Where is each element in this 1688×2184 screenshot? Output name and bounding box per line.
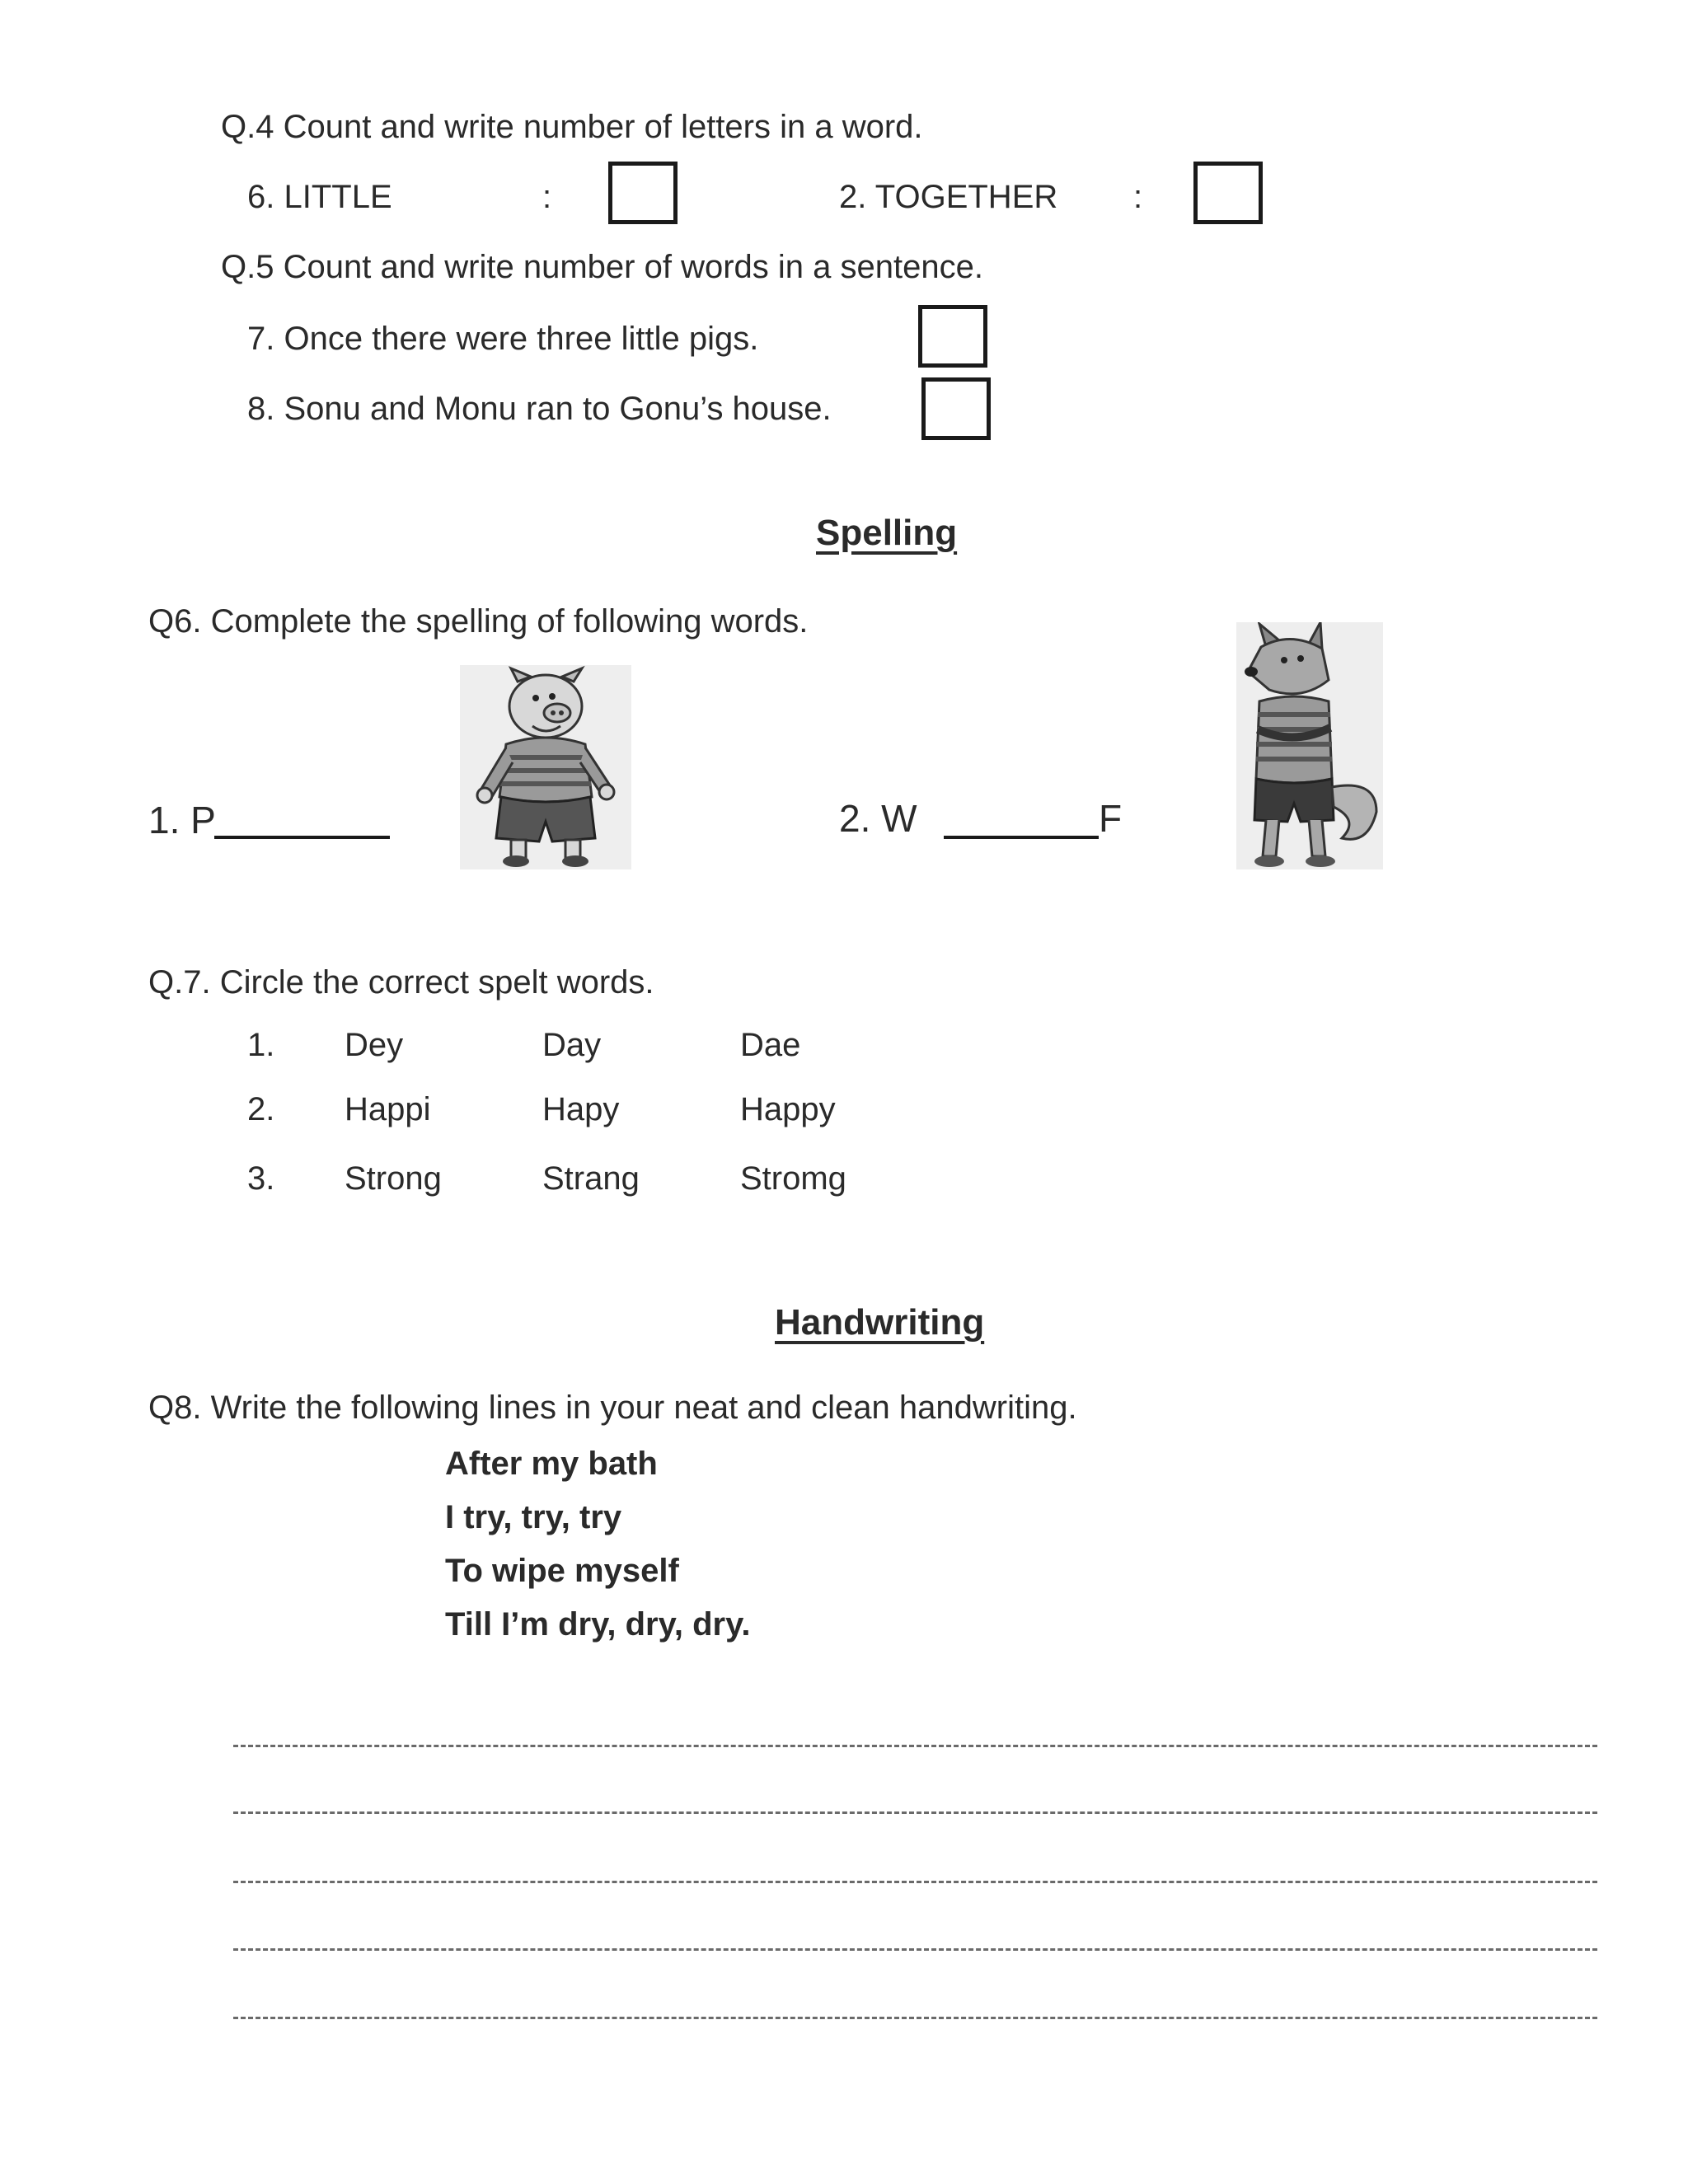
spelling-heading: Spelling [816,513,958,553]
q8-poem-line-4: Till I’m dry, dry, dry. [445,1606,751,1643]
q7-row-2-option-1[interactable]: Happi [345,1091,431,1127]
q8-poem-line-3: To wipe myself [445,1553,679,1589]
q7-row-1-option-3[interactable]: Dae [740,1027,801,1063]
q5-item-1-answer-box[interactable] [918,305,987,368]
q6-question: Q6. Complete the spelling of following words. [148,603,809,640]
writing-line-5[interactable] [233,2017,1597,2019]
q6-item-1-prefix: 1. P [148,799,216,841]
q7-row-3-option-1[interactable]: Strong [345,1160,442,1197]
q7-row-2-number: 2. [247,1091,275,1127]
writing-line-4[interactable] [233,1948,1597,1951]
handwriting-heading: Handwriting [775,1302,985,1343]
wolf-illustration-icon [1236,622,1383,869]
q4-question: Q.4 Count and write number of letters in a word. [221,109,923,145]
q6-item-2-suffix: F [1099,797,1123,840]
q4-item-1-answer-box[interactable] [608,162,678,224]
q7-row-1-option-2[interactable]: Day [542,1027,602,1063]
q4-item-2-label: 2. TOGETHER [839,179,1058,215]
q7-row-3-number: 3. [247,1160,275,1197]
q5-item-2-answer-box[interactable] [921,377,991,440]
q8-poem-line-2: I try, try, try [445,1499,622,1535]
q6-item-2-blank[interactable] [944,836,1099,839]
wolf-picture [1236,622,1383,869]
pig-picture [460,665,631,869]
q4-item-2-separator: : [1133,179,1143,215]
q5-item-1-label: 7. Once there were three little pigs. [247,321,759,357]
pig-illustration-icon [460,665,631,869]
writing-line-3[interactable] [233,1881,1597,1883]
writing-line-2[interactable] [233,1811,1597,1814]
q7-row-3-option-3[interactable]: Stromg [740,1160,846,1197]
q5-question: Q.5 Count and write number of words in a sentence. [221,249,983,285]
q4-item-1-separator: : [542,179,552,215]
q4-item-2-answer-box[interactable] [1193,162,1263,224]
q5-item-2-label: 8. Sonu and Monu ran to Gonu’s house. [247,391,832,427]
q7-row-1-number: 1. [247,1027,275,1063]
q7-row-2-option-2[interactable]: Hapy [542,1091,620,1127]
q8-poem-line-1: After my bath [445,1446,658,1482]
q7-row-2-option-3[interactable]: Happy [740,1091,836,1127]
writing-line-1[interactable] [233,1745,1597,1747]
q6-item-1-blank[interactable] [214,836,390,839]
q4-item-1-label: 6. LITTLE [247,179,392,215]
q7-question: Q.7. Circle the correct spelt words. [148,964,654,1001]
q7-row-3-option-2[interactable]: Strang [542,1160,640,1197]
q7-row-1-option-1[interactable]: Dey [345,1027,404,1063]
q8-question: Q8. Write the following lines in your neat and clean handwriting. [148,1390,1077,1426]
q6-item-2-prefix: 2. W [839,797,917,840]
